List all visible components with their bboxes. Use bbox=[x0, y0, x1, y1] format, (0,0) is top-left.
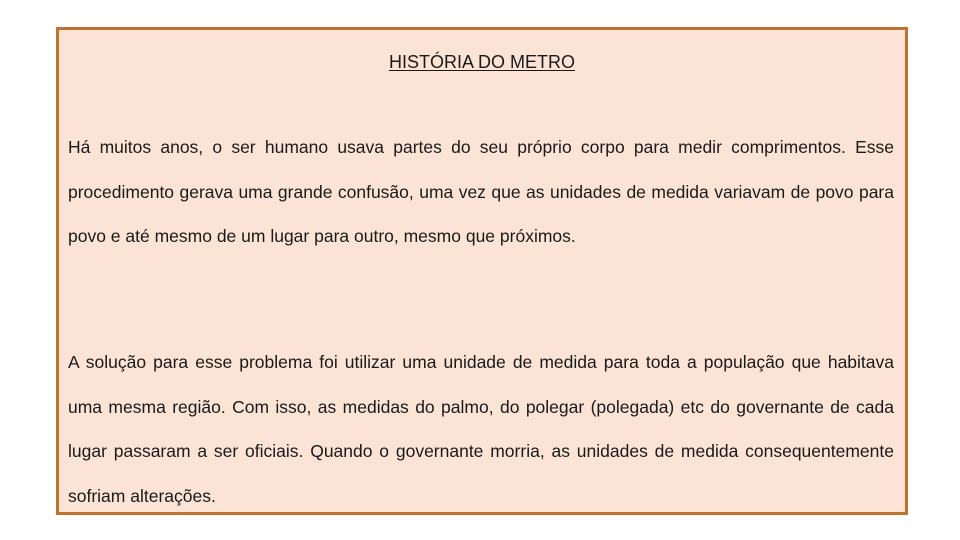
paragraph-2: A solução para esse problema foi utilizar uma unidade de medida para toda a população que habitava uma mesma região. Com isso, as medidas do palmo, do polegar (polegada) etc do governante de cada lugar passaram a ser oficiais. Quando o governante morria, as unidades de medida consequentemente sofriam alterações. bbox=[68, 352, 894, 506]
paragraph-1: Há muitos anos, o ser humano usava partes do seu próprio corpo para medir comprimentos. Esse procedimento gerava uma grande confusão, uma vez que as unidades de medida variavam de povo para povo e até mesmo de um lugar para outro, mesmo que próximos. bbox=[68, 137, 894, 246]
document-title: HISTÓRIA DO METRO bbox=[388, 52, 575, 72]
text-box bbox=[56, 27, 908, 515]
